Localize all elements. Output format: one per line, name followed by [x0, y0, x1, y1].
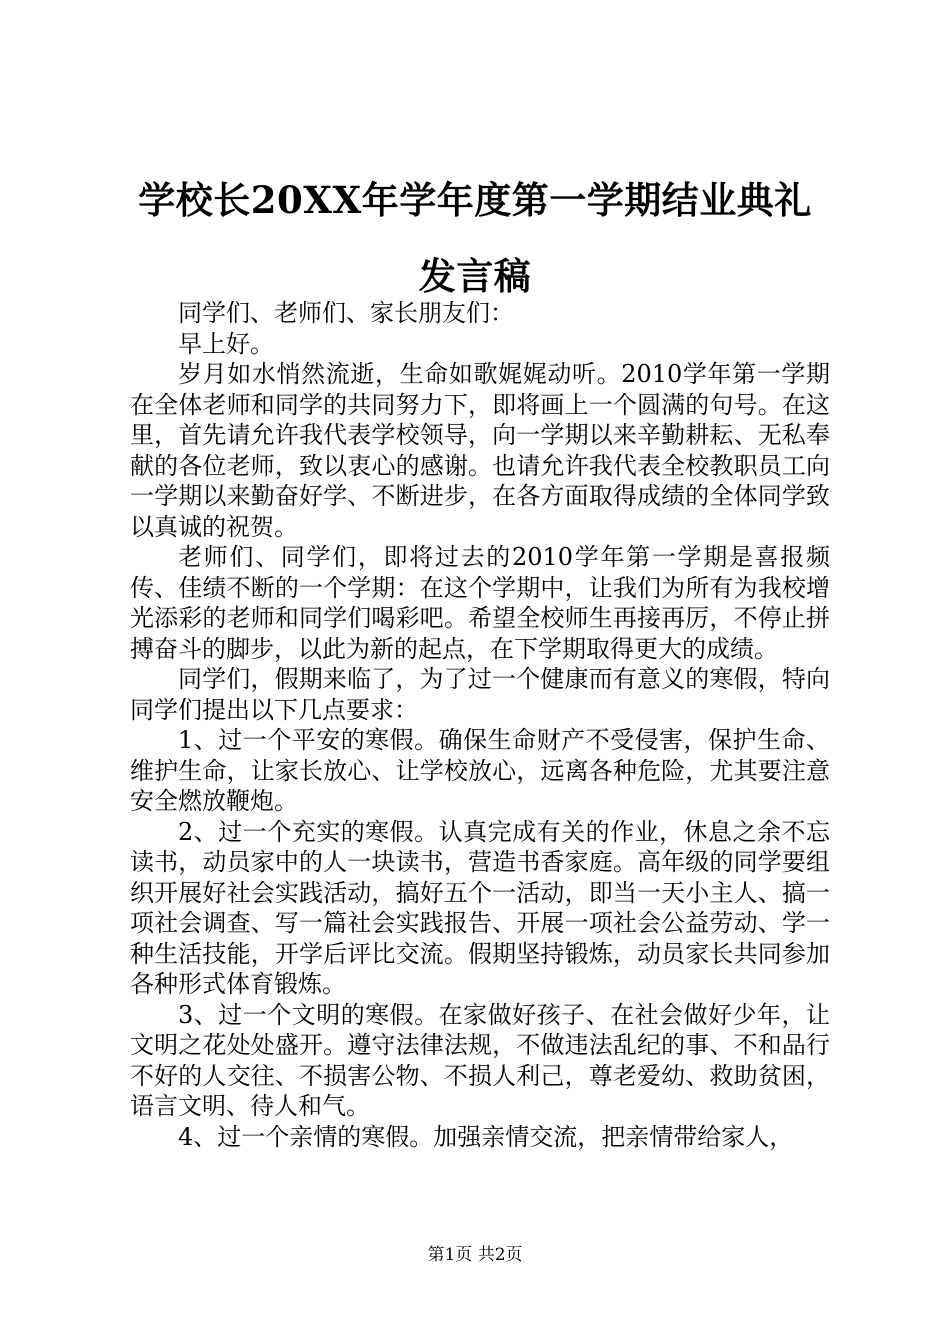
paragraph-requirement-4: 4、过一个亲情的寒假。加强亲情交流，把亲情带给家人，: [178, 1122, 794, 1151]
paragraph-requirement-3: 3、过一个文明的寒假。在家做好孩子、在社会做好少年，让文明之花处处盛开。遵守法律法规，不做违法乱纪的事、不和品行不好的人交往、不损害公物、不损人利己，尊老爱幼、救助贫困，语言文明、待人和气。: [130, 1000, 830, 1120]
document-title: 学校长20XX年学年度第一学期结业典礼发言稿: [138, 178, 812, 298]
paragraph-achievements: 老师们、同学们，即将过去的2010学年第一学期是喜报频传、佳绩不断的一个学期：在这个学期中，让我们为所有为我校增光添彩的老师和同学们喝彩吧。希望全校师生再接再厉，不停止拼搏奋斗的脚步，以此为新的起点，在下学期取得更大的成绩。: [130, 543, 830, 663]
paragraph-requirement-1: 1、过一个平安的寒假。确保生命财产不受侵害，保护生命、维护生命，让家长放心、让学校放心，远离各种危险，尤其要注意安全燃放鞭炮。: [130, 726, 830, 815]
document-body: [130, 298, 830, 1152]
paragraph-requirement-2: 2、过一个充实的寒假。认真完成有关的作业，休息之余不忘读书，动员家中的人一块读书，营造书香家庭。高年级的同学要组织开展好社会实践活动，搞好五个一活动，即当一天小主人、搞一项社会调查、写一篇社会实践报告、开展一项社会公益劳动、学一种生活技能，开学后评比交流。假期坚持锻炼，动员家长共同参加各种形式体育锻炼。: [130, 817, 830, 998]
paragraph-good-morning: 早上好。: [178, 329, 274, 358]
paragraph-intro: 岁月如水悄然流逝，生命如歌娓娓动听。2010学年第一学期在全体老师和同学的共同努力下，即将画上一个圆满的句号。在这里，首先请允许我代表学校领导，向一学期以来辛勤耕耘、无私奉献的各位老师，致以衷心的感谢。也请允许我代表全校教职员工向一学期以来勤奋好学、不断进步，在各方面取得成绩的全体同学致以真诚的祝贺。: [130, 360, 830, 541]
paragraph-greeting: 同学们、老师们、家长朋友们：: [178, 299, 514, 327]
page-number-footer: 第1页 共2页: [427, 1245, 523, 1265]
paragraph-requirements-intro: 同学们，假期来临了，为了过一个健康而有意义的寒假，特向同学们提出以下几点要求：: [130, 665, 830, 724]
